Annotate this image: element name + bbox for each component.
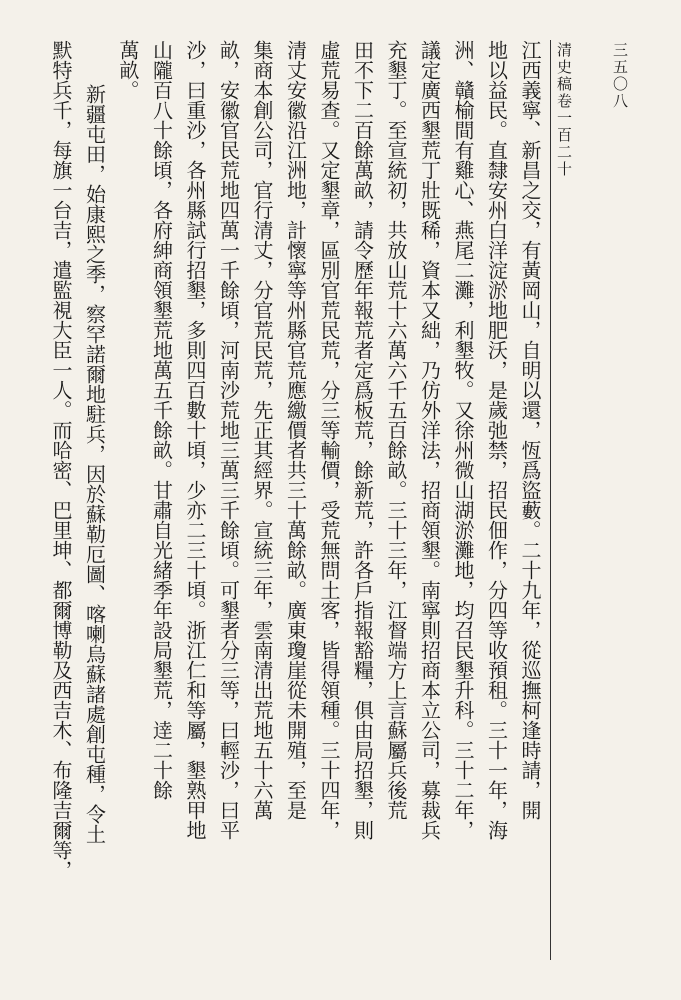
text-column: 默特兵千，每旗一台吉，遣監視大臣一人。而哈密、巴里坤、都爾博勒及西吉木、布隆吉爾等， xyxy=(49,40,73,880)
main-text xyxy=(49,40,546,970)
text-column: 地以益民。直隸安州白洋淀淤地肥沃，是歲弛禁，招民佃作，分四等收預租。三十一年，海 xyxy=(484,40,509,840)
text-column: 清丈安徽沿江洲地，計懷寧等州縣官荒應繳價者共三十萬餘畝。廣東瓊崖從未開殖，至是 xyxy=(283,40,308,820)
text-column: 議定廣西墾荒丁壯既稀，資本又絀，乃仿外洋法，招商領墾。南寧則招商本立公司，募裁兵 xyxy=(417,40,442,840)
text-column: 畝，安徽官民荒地四萬一千餘頃，河南沙荒地三萬三千餘頃。可墾者分三等，曰輕沙，曰平 xyxy=(216,40,241,840)
text-column: 集商本創公司，官行清丈，分官荒民荒，先正其經界。宣統三年，雲南清出荒地五十六萬 xyxy=(250,40,274,820)
running-head-title: 清史稿卷一百二十 xyxy=(555,42,573,178)
text-column: 洲、贛榆間有雞心、燕尾二灘，利墾牧。又徐州微山湖淤灘地，均召民墾升科。三十二年， xyxy=(451,40,475,840)
text-column: 山隴百八十餘頃，各府紳商領墾荒地萬五千餘畝。甘肅自光緒季年設局墾荒，逹二十餘 xyxy=(149,40,174,800)
text-column: 田不下二百餘萬畝，請令歷年報荒者定爲板荒，餘新荒，許各戶指報豁糧，俱由局招墾，則 xyxy=(350,40,375,840)
text-column: 充墾丁。至宣統初，共放山荒十六萬六千五百餘畝。三十三年，江督端方上言蘇屬兵後荒 xyxy=(384,40,408,820)
text-column: 萬畝。 xyxy=(116,40,140,100)
text-column: 沙，曰重沙，各州縣試行招墾，多則四百數十頃，少亦二三十頃。浙江仁和等屬，墾熟甲地 xyxy=(183,40,207,840)
page-number: 三五〇八 xyxy=(611,42,629,110)
header-rule xyxy=(550,40,551,960)
text-column: 虛荒易查。又定墾章，區別官荒民荒，分三等輸價，受荒無問土客，皆得領種。三十四年， xyxy=(317,40,341,840)
text-column: 江西義寧、新昌之交，有黃岡山，自明以還，恆爲盜藪。二十九年，從巡撫柯逢時請，開 xyxy=(518,40,542,820)
text-column: 新疆屯田，始康熙之季，察罕諾爾地駐兵，因於蘇勒厄圖、喀喇烏蘇諸處創屯種，令土 xyxy=(82,84,107,844)
